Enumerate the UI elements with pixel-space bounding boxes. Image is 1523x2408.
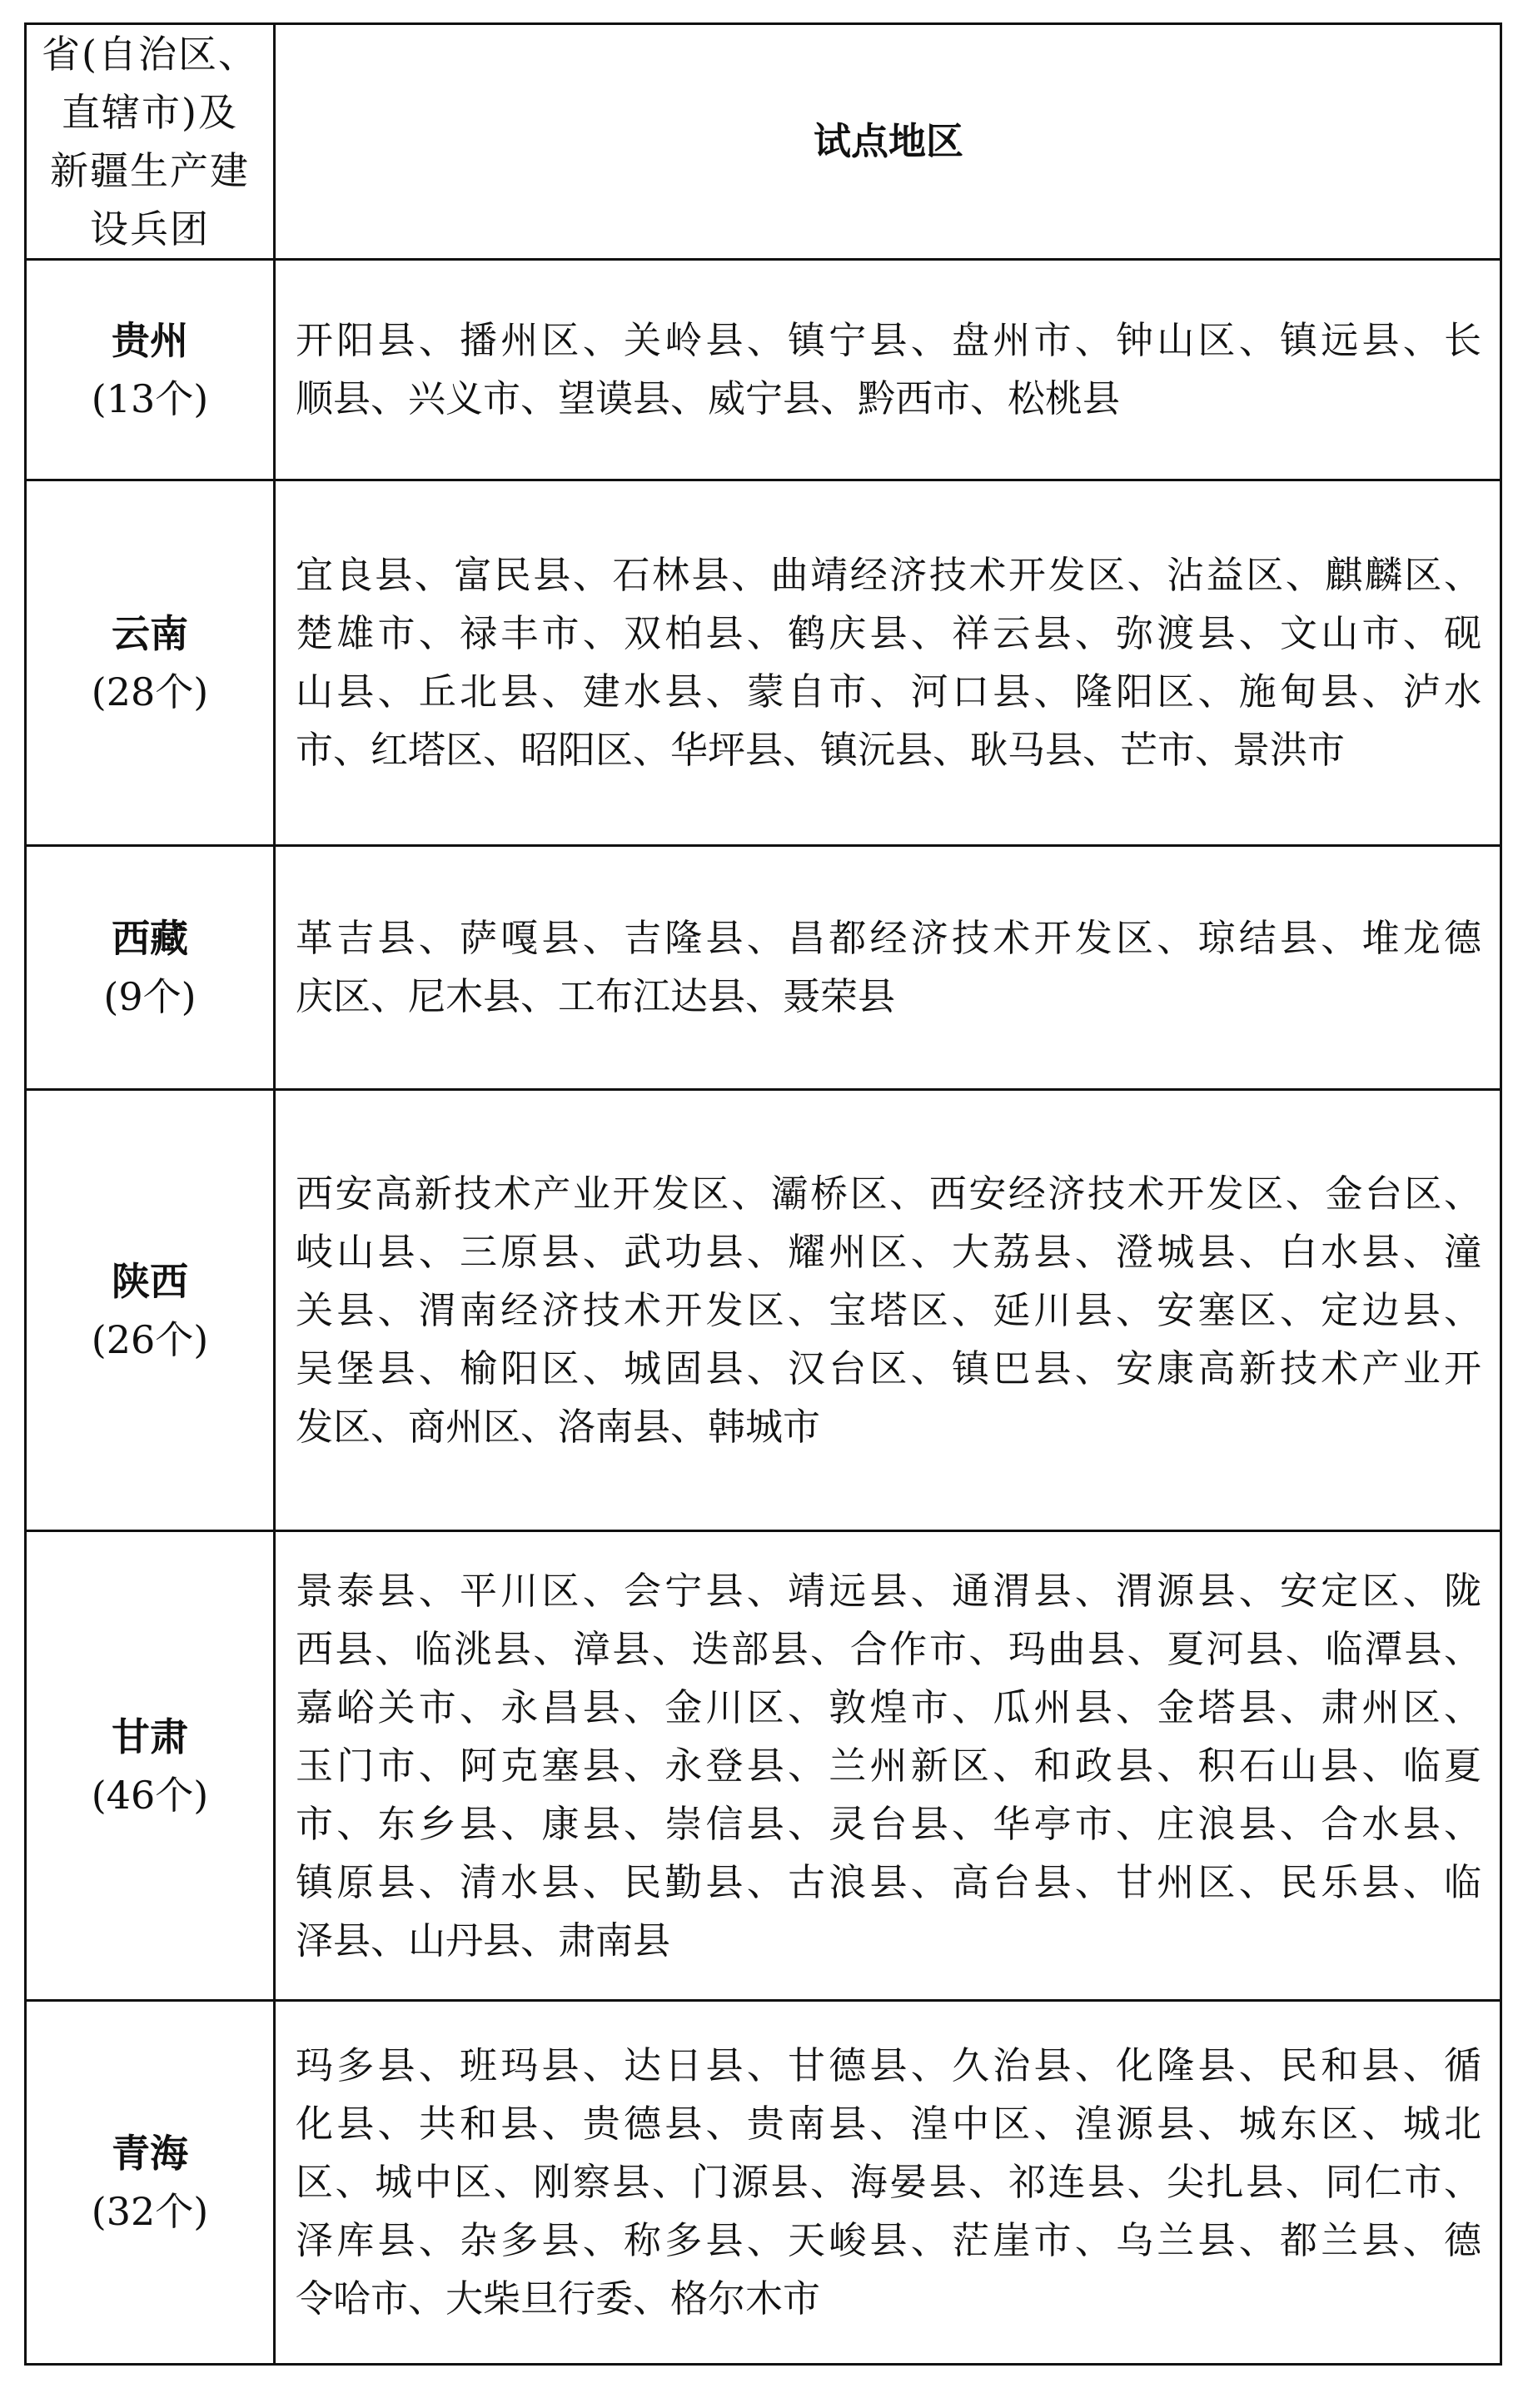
region-count: (13个) — [91, 376, 209, 421]
regions-text-line: 发区、商州区、洛南县、韩城市 — [296, 1404, 821, 1449]
regions-text-line: 庆区、尼木县、工布江达县、聂荣县 — [296, 974, 896, 1018]
regions-text-line: 西县、临洮县、漳县、迭部县、合作市、玛曲县、夏河县、临潭县、 — [296, 1626, 1481, 1671]
regions-text-line: 嘉峪关市、永昌县、金川区、敦煌市、瓜州县、金塔县、肃州区、 — [296, 1684, 1481, 1729]
regions-text-line: 顺县、兴义市、望谟县、威宁县、黔西市、松桃县 — [296, 376, 1121, 420]
regions-text-line: 开阳县、播州区、关岭县、镇宁县、盘州市、钟山区、镇远县、长 — [296, 318, 1481, 362]
regions-text-line: 泽县、山丹县、肃南县 — [296, 1918, 671, 1963]
regions-cell — [275, 480, 1501, 846]
regions-text-line: 化县、共和县、贵德县、贵南县、湟中区、湟源县、城东区、城北 — [296, 2102, 1481, 2146]
regions-text-line: 楚雄市、禄丰市、双柏县、鹤庆县、祥云县、弥渡县、文山市、砚 — [296, 611, 1481, 655]
regions-cell — [275, 260, 1501, 480]
province-name: 陕西 — [112, 1258, 188, 1304]
province-cell — [26, 480, 275, 846]
province-name: 云南 — [112, 611, 188, 656]
region-count: (32个) — [91, 2189, 209, 2234]
regions-text-line: 岐山县、三原县、武功县、耀州区、大荔县、澄城县、白水县、潼 — [296, 1229, 1481, 1274]
table-row — [26, 480, 1501, 846]
header-left-line: 新疆生产建 — [50, 148, 250, 193]
pilot-regions-table — [24, 22, 1502, 2366]
region-count: (9个) — [103, 974, 197, 1019]
regions-text-line: 区、城中区、刚察县、门源县、海晏县、祁连县、尖扎县、同仁市、 — [296, 2160, 1481, 2204]
regions-text-line: 景泰县、平川区、会宁县、靖远县、通渭县、渭源县、安定区、陇 — [296, 1568, 1481, 1613]
regions-text-line: 山县、丘北县、建水县、蒙自市、河口县、隆阳区、施甸县、泸水 — [296, 669, 1481, 714]
header-row — [26, 24, 1501, 260]
table-row — [26, 260, 1501, 480]
table-row — [26, 2001, 1501, 2365]
regions-text-line: 市、东乡县、康县、崇信县、灵台县、华亭市、庄浪县、合水县、 — [296, 1801, 1481, 1846]
header-regions-column: 试点地区 — [275, 24, 1501, 260]
regions-text-line: 关县、渭南经济技术开发区、宝塔区、延川县、安塞区、定边县、 — [296, 1287, 1481, 1332]
province-name: 甘肃 — [112, 1714, 188, 1759]
regions-cell — [275, 846, 1501, 1090]
province-name: 贵州 — [112, 318, 188, 363]
regions-text-line: 革吉县、萨嘎县、吉隆县、昌都经济技术开发区、琼结县、堆龙德 — [296, 916, 1481, 960]
province-cell — [26, 2001, 275, 2365]
header-province-column — [26, 24, 275, 260]
province-name: 西藏 — [112, 916, 188, 961]
regions-text-line: 泽库县、杂多县、称多县、天峻县、茫崖市、乌兰县、都兰县、德 — [296, 2218, 1481, 2262]
header-left-line: 设兵团 — [90, 206, 210, 251]
regions-text-line: 镇原县、清水县、民勤县、古浪县、高台县、甘州区、民乐县、临 — [296, 1859, 1481, 1904]
regions-text-line: 令哈市、大柴旦行委、格尔木市 — [296, 2276, 821, 2321]
regions-text-line: 西安高新技术产业开发区、灞桥区、西安经济技术开发区、金台区、 — [296, 1171, 1481, 1216]
region-count: (28个) — [91, 669, 209, 714]
regions-cell — [275, 1090, 1501, 1531]
region-count: (26个) — [91, 1316, 209, 1362]
province-cell — [26, 846, 275, 1090]
regions-text-line: 玛多县、班玛县、达日县、甘德县、久治县、化隆县、民和县、循 — [296, 2043, 1481, 2087]
regions-text-line: 玉门市、阿克塞县、永登县、兰州新区、和政县、积石山县、临夏 — [296, 1743, 1481, 1788]
regions-text-line: 宜良县、富民县、石林县、曲靖经济技术开发区、沾益区、麒麟区、 — [296, 553, 1481, 597]
table-row — [26, 1531, 1501, 2001]
regions-cell — [275, 2001, 1501, 2365]
region-count: (46个) — [91, 1772, 209, 1818]
table-row — [26, 846, 1501, 1090]
province-cell — [26, 1531, 275, 2001]
header-left-line: 省(自治区、 — [42, 32, 258, 77]
province-name: 青海 — [112, 2131, 188, 2176]
province-cell — [26, 260, 275, 480]
regions-text-line: 吴堡县、榆阳区、城固县、汉台区、镇巴县、安康高新技术产业开 — [296, 1346, 1481, 1391]
regions-text-line: 市、红塔区、昭阳区、华坪县、镇沅县、耿马县、芒市、景洪市 — [296, 728, 1346, 772]
regions-cell — [275, 1531, 1501, 2001]
table-row — [26, 1090, 1501, 1531]
province-cell — [26, 1090, 275, 1531]
header-left-line: 直辖市)及 — [62, 90, 238, 135]
